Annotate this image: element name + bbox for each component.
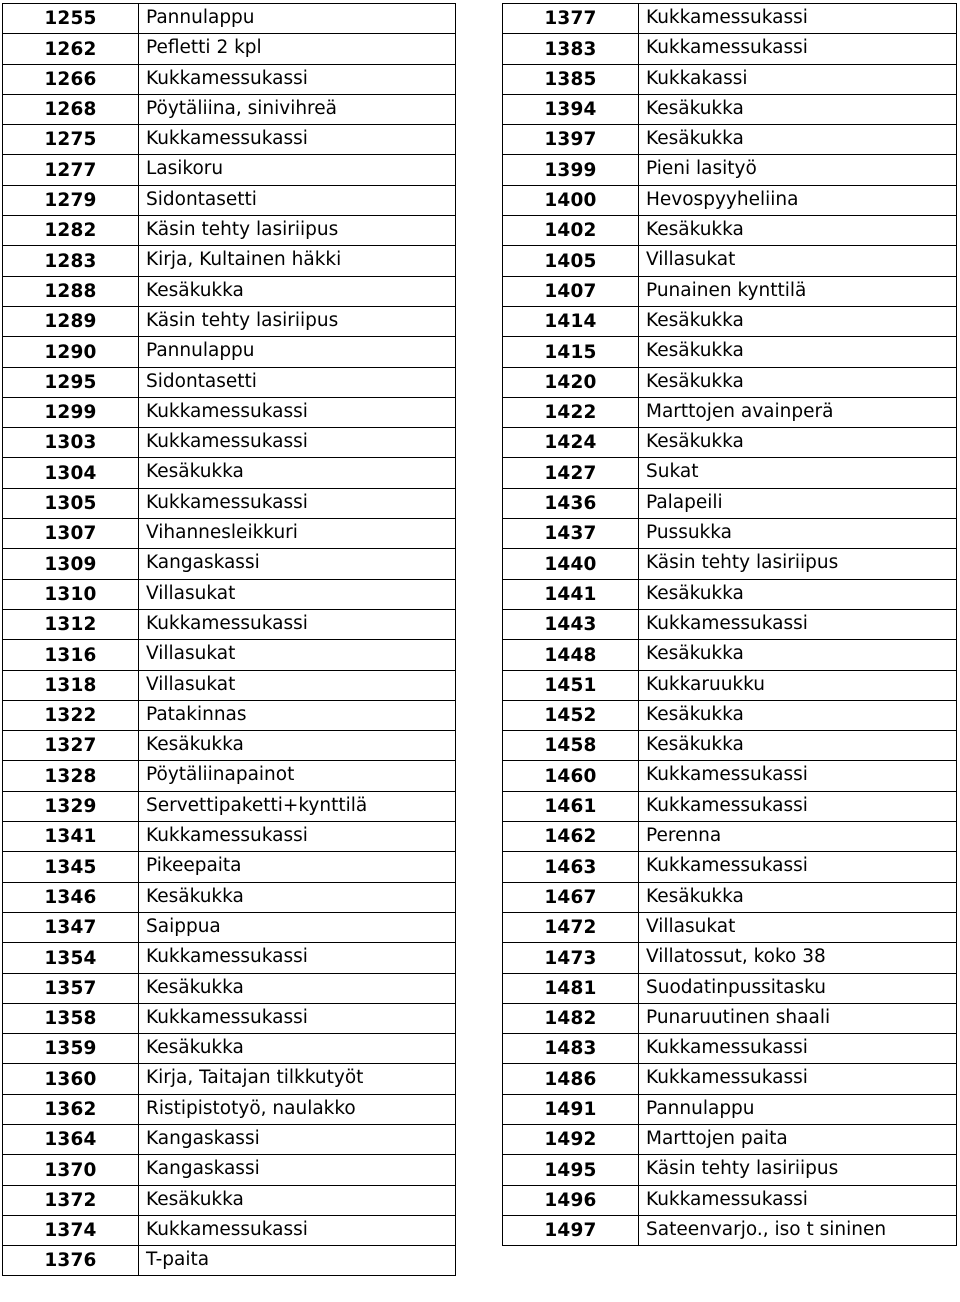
lot-number-cell: 1327 — [3, 731, 139, 761]
lot-number-cell: 1383 — [503, 34, 639, 64]
lot-number-cell: 1467 — [503, 882, 639, 912]
prize-name-cell: Palapeili — [639, 488, 957, 518]
table-row — [503, 1064, 957, 1094]
prize-name-cell: Kesäkukka — [639, 428, 957, 458]
table-row — [503, 1155, 957, 1185]
lot-number-cell: 1394 — [503, 94, 639, 124]
prize-name-cell: Kirja, Taitajan tilkkutyöt — [139, 1064, 456, 1094]
table-row — [3, 791, 456, 821]
table-row — [3, 458, 456, 488]
prize-name-cell: Hevospyyheliina — [639, 185, 957, 215]
lot-number-cell: 1357 — [3, 973, 139, 1003]
lot-number-cell: 1491 — [503, 1094, 639, 1124]
table-row — [3, 216, 456, 246]
table-row — [503, 306, 957, 336]
table-row — [503, 337, 957, 367]
lot-number-cell: 1347 — [3, 912, 139, 942]
lot-number-cell: 1282 — [3, 216, 139, 246]
prize-name-cell: Kukkamessukassi — [639, 609, 957, 639]
table-row — [503, 185, 957, 215]
table-row — [503, 4, 957, 34]
lot-number-cell: 1492 — [503, 1124, 639, 1154]
lot-number-cell: 1316 — [3, 640, 139, 670]
table-row — [503, 852, 957, 882]
table-row — [3, 1124, 456, 1154]
table-row — [503, 609, 957, 639]
prize-name-cell: Käsin tehty lasiriipus — [139, 306, 456, 336]
prize-name-cell: Käsin tehty lasiriipus — [639, 549, 957, 579]
table-row — [503, 276, 957, 306]
prize-name-cell: Patakinnas — [139, 700, 456, 730]
lot-number-cell: 1473 — [503, 943, 639, 973]
lot-number-cell: 1427 — [503, 458, 639, 488]
prize-name-cell: Pieni lasityö — [639, 155, 957, 185]
prize-name-cell: Kukkamessukassi — [139, 943, 456, 973]
lot-number-cell: 1460 — [503, 761, 639, 791]
table-row — [3, 822, 456, 852]
table-row — [503, 549, 957, 579]
lot-number-cell: 1268 — [3, 94, 139, 124]
lot-number-cell: 1266 — [3, 64, 139, 94]
prize-name-cell: Marttojen avainperä — [639, 397, 957, 427]
prize-name-cell: Sidontasetti — [139, 367, 456, 397]
prize-name-cell: Kukkaruukku — [639, 670, 957, 700]
lot-number-cell: 1307 — [3, 519, 139, 549]
table-row — [3, 1185, 456, 1215]
prize-name-cell: Sidontasetti — [139, 185, 456, 215]
lot-number-cell: 1481 — [503, 973, 639, 1003]
prize-name-cell: Suodatinpussitasku — [639, 973, 957, 1003]
lot-number-cell: 1397 — [503, 125, 639, 155]
lot-number-cell: 1346 — [3, 882, 139, 912]
lot-number-cell: 1370 — [3, 1155, 139, 1185]
table-row — [503, 216, 957, 246]
prize-table-left — [2, 3, 456, 1276]
prize-name-cell: Kukkamessukassi — [639, 34, 957, 64]
prize-name-cell: Kukkakassi — [639, 64, 957, 94]
prize-name-cell: Kukkamessukassi — [139, 488, 456, 518]
prize-name-cell: Kukkamessukassi — [639, 1185, 957, 1215]
table-row — [3, 1064, 456, 1094]
lot-number-cell: 1309 — [3, 549, 139, 579]
table-row — [503, 155, 957, 185]
lot-number-cell: 1482 — [503, 1003, 639, 1033]
prize-name-cell: Kukkamessukassi — [139, 822, 456, 852]
table-row — [3, 94, 456, 124]
table-row — [3, 246, 456, 276]
table-row — [3, 1155, 456, 1185]
table-row — [3, 428, 456, 458]
table-row — [3, 337, 456, 367]
table-row — [3, 640, 456, 670]
table-row — [3, 488, 456, 518]
lot-number-cell: 1451 — [503, 670, 639, 700]
prize-name-cell: Käsin tehty lasiriipus — [139, 216, 456, 246]
table-row — [503, 34, 957, 64]
table-row — [3, 852, 456, 882]
lot-number-cell: 1322 — [3, 700, 139, 730]
prize-name-cell: Sukat — [639, 458, 957, 488]
table-row — [3, 4, 456, 34]
table-row — [3, 155, 456, 185]
lot-number-cell: 1255 — [3, 4, 139, 34]
table-row — [503, 1124, 957, 1154]
lot-number-cell: 1377 — [503, 4, 639, 34]
table-row — [3, 579, 456, 609]
table-row — [3, 1003, 456, 1033]
table-row — [503, 822, 957, 852]
table-row — [503, 1185, 957, 1215]
prize-name-cell: Kukkamessukassi — [639, 852, 957, 882]
prize-name-cell: Pannulappu — [639, 1094, 957, 1124]
prize-name-cell: Kukkamessukassi — [139, 609, 456, 639]
lot-number-cell: 1299 — [3, 397, 139, 427]
table-row — [503, 973, 957, 1003]
prize-name-cell: Punaruutinen shaali — [639, 1003, 957, 1033]
lot-number-cell: 1328 — [3, 761, 139, 791]
lot-number-cell: 1402 — [503, 216, 639, 246]
lot-number-cell: 1405 — [503, 246, 639, 276]
lot-number-cell: 1486 — [503, 1064, 639, 1094]
lot-number-cell: 1329 — [3, 791, 139, 821]
table-row — [503, 943, 957, 973]
prize-name-cell: Kukkamessukassi — [639, 4, 957, 34]
prize-name-cell: Villatossut, koko 38 — [639, 943, 957, 973]
prize-name-cell: Pöytäliina, sinivihreä — [139, 94, 456, 124]
prize-name-cell: Marttojen paita — [639, 1124, 957, 1154]
prize-name-cell: Kangaskassi — [139, 549, 456, 579]
table-row — [3, 609, 456, 639]
prize-name-cell: Kesäkukka — [639, 94, 957, 124]
prize-name-cell: Villasukat — [639, 912, 957, 942]
table-row — [3, 1246, 456, 1276]
lot-number-cell: 1374 — [3, 1215, 139, 1245]
prize-name-cell: Kukkamessukassi — [139, 1215, 456, 1245]
table-row — [503, 912, 957, 942]
table-row — [503, 428, 957, 458]
prize-name-cell: Kukkamessukassi — [139, 428, 456, 458]
prize-name-cell: Kesäkukka — [639, 579, 957, 609]
lot-number-cell: 1461 — [503, 791, 639, 821]
prize-name-cell: Pöytäliinapainot — [139, 761, 456, 791]
prize-table-right-body — [503, 4, 957, 1246]
prize-name-cell: Kesäkukka — [639, 640, 957, 670]
table-row — [503, 791, 957, 821]
table-row — [3, 185, 456, 215]
lot-number-cell: 1385 — [503, 64, 639, 94]
prize-name-cell: Kesäkukka — [639, 367, 957, 397]
prize-name-cell: Kesäkukka — [139, 276, 456, 306]
lot-number-cell: 1288 — [3, 276, 139, 306]
lot-number-cell: 1362 — [3, 1094, 139, 1124]
lot-number-cell: 1440 — [503, 549, 639, 579]
lot-number-cell: 1341 — [3, 822, 139, 852]
table-row — [503, 246, 957, 276]
lot-number-cell: 1304 — [3, 458, 139, 488]
table-row — [3, 761, 456, 791]
table-row — [3, 125, 456, 155]
table-row — [503, 519, 957, 549]
lot-number-cell: 1318 — [3, 670, 139, 700]
lot-number-cell: 1358 — [3, 1003, 139, 1033]
prize-name-cell: Kesäkukka — [639, 700, 957, 730]
prize-name-cell: Kukkamessukassi — [139, 64, 456, 94]
prize-name-cell: Vihannesleikkuri — [139, 519, 456, 549]
lot-number-cell: 1303 — [3, 428, 139, 458]
table-row — [503, 882, 957, 912]
prize-name-cell: Villasukat — [639, 246, 957, 276]
lot-number-cell: 1400 — [503, 185, 639, 215]
prize-name-cell: Villasukat — [139, 640, 456, 670]
prize-name-cell: Pussukka — [639, 519, 957, 549]
prize-name-cell: Kukkamessukassi — [639, 1034, 957, 1064]
prize-name-cell: Kesäkukka — [639, 337, 957, 367]
prize-table-left-body — [3, 4, 456, 1276]
prize-name-cell: Kesäkukka — [139, 973, 456, 1003]
lot-number-cell: 1483 — [503, 1034, 639, 1064]
lot-number-cell: 1376 — [3, 1246, 139, 1276]
table-row — [503, 94, 957, 124]
table-row — [503, 761, 957, 791]
lot-number-cell: 1407 — [503, 276, 639, 306]
lot-number-cell: 1448 — [503, 640, 639, 670]
table-row — [3, 306, 456, 336]
table-row — [503, 367, 957, 397]
prize-name-cell: Pannulappu — [139, 337, 456, 367]
lot-number-cell: 1275 — [3, 125, 139, 155]
prize-name-cell: Punainen kynttilä — [639, 276, 957, 306]
table-row — [3, 670, 456, 700]
table-row — [503, 640, 957, 670]
table-row — [503, 488, 957, 518]
lot-number-cell: 1452 — [503, 700, 639, 730]
lot-number-cell: 1354 — [3, 943, 139, 973]
lot-number-cell: 1295 — [3, 367, 139, 397]
table-row — [503, 579, 957, 609]
table-row — [3, 64, 456, 94]
lot-number-cell: 1279 — [3, 185, 139, 215]
prize-name-cell: Sateenvarjo., iso t sininen — [639, 1215, 957, 1245]
prize-name-cell: Kesäkukka — [139, 731, 456, 761]
prize-name-cell: Ristipistotyö, naulakko — [139, 1094, 456, 1124]
table-row — [3, 1215, 456, 1245]
lot-number-cell: 1359 — [3, 1034, 139, 1064]
lot-number-cell: 1497 — [503, 1215, 639, 1245]
prize-name-cell: Kukkamessukassi — [139, 1003, 456, 1033]
lot-number-cell: 1443 — [503, 609, 639, 639]
prize-name-cell: Käsin tehty lasiriipus — [639, 1155, 957, 1185]
table-row — [503, 458, 957, 488]
prize-name-cell: Kangaskassi — [139, 1155, 456, 1185]
prize-name-cell: Servettipaketti+kynttilä — [139, 791, 456, 821]
table-row — [3, 276, 456, 306]
table-row — [3, 519, 456, 549]
prize-name-cell: Kirja, Kultainen häkki — [139, 246, 456, 276]
table-row — [3, 700, 456, 730]
table-row — [3, 973, 456, 1003]
prize-name-cell: Pefletti 2 kpl — [139, 34, 456, 64]
prize-name-cell: Lasikoru — [139, 155, 456, 185]
prize-name-cell: T-paita — [139, 1246, 456, 1276]
table-row — [3, 912, 456, 942]
table-row — [3, 34, 456, 64]
prize-name-cell: Kukkamessukassi — [639, 1064, 957, 1094]
lot-number-cell: 1424 — [503, 428, 639, 458]
table-row — [3, 397, 456, 427]
lot-number-cell: 1283 — [3, 246, 139, 276]
prize-name-cell: Perenna — [639, 822, 957, 852]
prize-name-cell: Saippua — [139, 912, 456, 942]
lot-number-cell: 1399 — [503, 155, 639, 185]
lot-number-cell: 1472 — [503, 912, 639, 942]
prize-name-cell: Kangaskassi — [139, 1124, 456, 1154]
lot-number-cell: 1437 — [503, 519, 639, 549]
prize-name-cell: Pannulappu — [139, 4, 456, 34]
lot-number-cell: 1305 — [3, 488, 139, 518]
lot-number-cell: 1312 — [3, 609, 139, 639]
prize-name-cell: Kesäkukka — [139, 1034, 456, 1064]
table-row — [503, 64, 957, 94]
table-row — [3, 1034, 456, 1064]
lot-number-cell: 1462 — [503, 822, 639, 852]
table-row — [3, 549, 456, 579]
lot-number-cell: 1495 — [503, 1155, 639, 1185]
prize-name-cell: Pikeepaita — [139, 852, 456, 882]
table-row — [503, 125, 957, 155]
prize-name-cell: Kukkamessukassi — [139, 397, 456, 427]
lot-number-cell: 1372 — [3, 1185, 139, 1215]
lot-number-cell: 1463 — [503, 852, 639, 882]
lot-number-cell: 1364 — [3, 1124, 139, 1154]
lot-number-cell: 1310 — [3, 579, 139, 609]
lot-number-cell: 1289 — [3, 306, 139, 336]
prize-name-cell: Kukkamessukassi — [639, 761, 957, 791]
prize-name-cell: Kesäkukka — [139, 458, 456, 488]
prize-name-cell: Kesäkukka — [639, 306, 957, 336]
table-row — [503, 1215, 957, 1245]
table-row — [3, 882, 456, 912]
prize-name-cell: Villasukat — [139, 670, 456, 700]
lot-number-cell: 1422 — [503, 397, 639, 427]
lot-number-cell: 1496 — [503, 1185, 639, 1215]
table-row — [3, 943, 456, 973]
table-row — [503, 670, 957, 700]
lot-number-cell: 1345 — [3, 852, 139, 882]
lot-number-cell: 1277 — [3, 155, 139, 185]
prize-name-cell: Kesäkukka — [639, 731, 957, 761]
lot-number-cell: 1436 — [503, 488, 639, 518]
prize-name-cell: Kukkamessukassi — [139, 125, 456, 155]
lot-number-cell: 1441 — [503, 579, 639, 609]
prize-name-cell: Kesäkukka — [639, 216, 957, 246]
lot-number-cell: 1415 — [503, 337, 639, 367]
lot-number-cell: 1262 — [3, 34, 139, 64]
table-row — [503, 1003, 957, 1033]
table-row — [3, 731, 456, 761]
lot-number-cell: 1420 — [503, 367, 639, 397]
table-row — [503, 397, 957, 427]
prize-table-right — [502, 3, 957, 1246]
prize-name-cell: Kesäkukka — [639, 882, 957, 912]
table-row — [503, 731, 957, 761]
table-row — [503, 1094, 957, 1124]
table-row — [3, 367, 456, 397]
table-row — [503, 1034, 957, 1064]
prize-name-cell: Kesäkukka — [139, 882, 456, 912]
lot-number-cell: 1414 — [503, 306, 639, 336]
prize-name-cell: Kesäkukka — [639, 125, 957, 155]
table-row — [503, 700, 957, 730]
lot-number-cell: 1458 — [503, 731, 639, 761]
lot-number-cell: 1290 — [3, 337, 139, 367]
lot-number-cell: 1360 — [3, 1064, 139, 1094]
table-row — [3, 1094, 456, 1124]
prize-name-cell: Villasukat — [139, 579, 456, 609]
prize-name-cell: Kesäkukka — [139, 1185, 456, 1215]
prize-name-cell: Kukkamessukassi — [639, 791, 957, 821]
